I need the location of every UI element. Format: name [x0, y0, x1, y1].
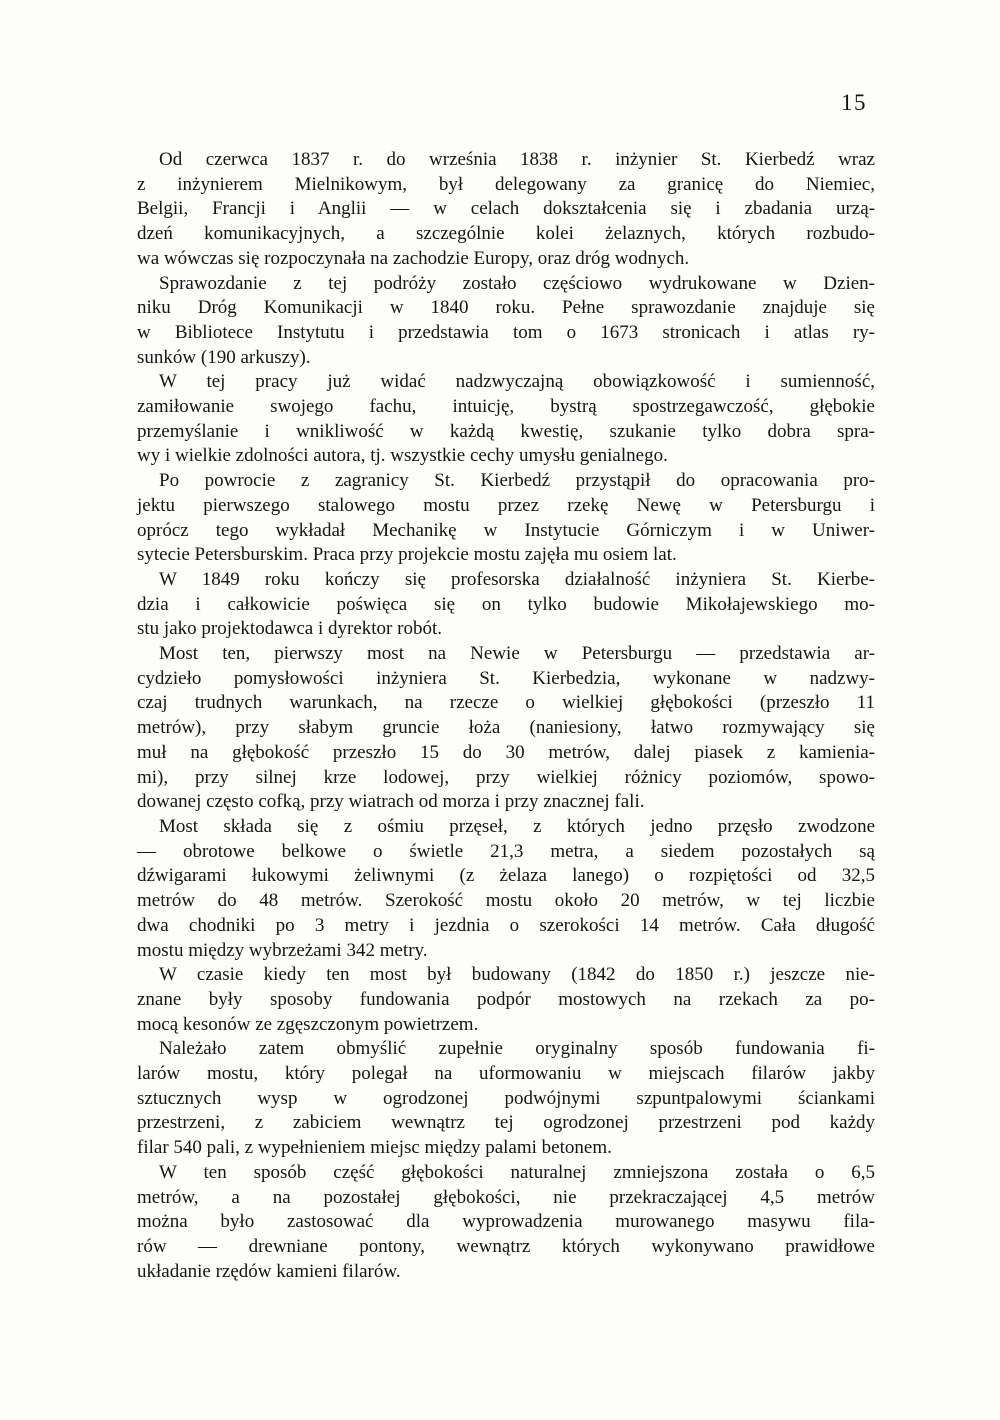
paragraph	[137, 568, 875, 642]
text-line: rów — drewniane pontony, wewnątrz których wykonywano prawidłowe	[137, 1235, 875, 1257]
text-line: w Bibliotece Instytutu i przedstawia tom o 1673 stronicach i atlas ry-	[137, 321, 875, 343]
paragraph	[137, 469, 875, 568]
text-line: sztucznych wysp w ogrodzonej podwójnymi szpuntpalowymi ściankami	[137, 1087, 875, 1109]
text-line: wa wówczas się rozpoczynała na zachodzie Europy, oraz dróg wodnych.	[137, 247, 690, 269]
body-text	[137, 148, 875, 1284]
text-line: dowanej często cofką, przy wiatrach od morza i przy znacznej fali.	[137, 791, 645, 813]
text-line: mocą kesonów ze zgęszczonym powietrzem.	[137, 1013, 479, 1035]
text-line: larów mostu, który polegał na uformowaniu w miejscach filarów jakby	[137, 1063, 875, 1085]
page-number: 15	[841, 90, 867, 115]
text-line: metrów, a na pozostałej głębokości, nie przekraczającej 4,5 metrów	[137, 1186, 875, 1208]
paragraph	[137, 963, 875, 1037]
text-line: sunków (190 arkuszy).	[137, 346, 311, 368]
text-line: — obrotowe belkowe o świetle 21,3 metra, a siedem pozostałych są	[137, 840, 875, 862]
text-line: układanie rzędów kamieni filarów.	[137, 1260, 401, 1282]
text-line: wy i wielkie zdolności autora, tj. wszystkie cechy umysłu genialnego.	[137, 445, 668, 467]
text-line: zamiłowanie swojego fachu, intuicję, bystrą spostrzegawczość, głębokie	[137, 396, 875, 418]
paragraph	[137, 815, 875, 963]
text-line: z inżynierem Mielnikowym, był delegowany za granicę do Niemiec,	[137, 173, 875, 195]
text-line: przemyślanie i wnikliwość w każdą kwestię, szukanie tylko dobra spra-	[137, 420, 875, 442]
text-line: przestrzeni, z zabiciem wewnątrz tej ogrodzonej przestrzeni pod każdy	[137, 1112, 875, 1134]
paragraph	[137, 148, 875, 272]
text-line: metrów), przy słabym gruncie łoża (naniesiony, łatwo rozmywający się	[137, 717, 875, 739]
text-line: stu jako projektodawca i dyrektor robót.	[137, 618, 442, 640]
text-line: mi), przy silnej krze lodowej, przy wielkiej różnicy poziomów, spowo-	[137, 766, 875, 788]
text-line: Po powrocie z zagranicy St. Kierbedź przystąpił do opracowania pro-	[159, 470, 875, 492]
text-line: znane były sposoby fundowania podpór mostowych na rzekach za po-	[137, 988, 875, 1010]
text-line: Sprawozdanie z tej podróży zostało częściowo wydrukowane w Dzien-	[159, 272, 875, 294]
text-line: Należało zatem obmyślić zupełnie oryginalny sposób fundowania fi-	[159, 1038, 875, 1060]
text-line: mostu między wybrzeżami 342 metry.	[137, 939, 428, 961]
paragraph	[137, 642, 875, 815]
text-line: metrów do 48 metrów. Szerokość mostu około 20 metrów, w tej liczbie	[137, 890, 875, 912]
text-line: jektu pierwszego stalowego mostu przez rzekę Newę w Petersburgu i	[137, 494, 875, 516]
text-line: Od czerwca 1837 r. do września 1838 r. inżynier St. Kierbedź wraz	[159, 149, 875, 170]
text-line: filar 540 pali, z wypełnieniem miejsc między palami betonem.	[137, 1137, 612, 1159]
text-line: W czasie kiedy ten most był budowany (1842 do 1850 r.) jeszcze nie-	[159, 964, 875, 986]
text-line: dźwigarami łukowymi żeliwnymi (z żelaza lanego) o rozpiętości od 32,5	[137, 865, 875, 887]
text-line: Most ten, pierwszy most na Newie w Petersburgu — przedstawia ar-	[159, 643, 875, 665]
text-line: W ten sposób część głębokości naturalnej zmniejszona została o 6,5	[159, 1161, 875, 1183]
text-line: można było zastosować dla wyprowadzenia murowanego masywu fila-	[137, 1211, 875, 1233]
text-line: W tej pracy już widać nadzwyczajną obowiązkowość i sumienność,	[159, 371, 875, 393]
text-line: Belgii, Francji i Anglii — w celach dokształcenia się i zbadania urzą-	[137, 198, 875, 220]
text-line: dzeń komunikacyjnych, a szczególnie kolei żelaznych, których rozbudo-	[137, 223, 875, 245]
paragraph	[137, 1161, 875, 1285]
text-line: niku Dróg Komunikacji w 1840 roku. Pełne sprawozdanie znajduje się	[137, 297, 875, 319]
paragraph	[137, 370, 875, 469]
text-line: dwa chodniki po 3 metry i jezdnia o szerokości 14 metrów. Cała długość	[137, 914, 875, 936]
text-line: muł na głębokość przeszło 15 do 30 metrów, dalej piasek z kamienia-	[137, 741, 875, 763]
text-line: sytecie Petersburskim. Praca przy projekcie mostu zajęła mu osiem lat.	[137, 544, 677, 566]
paragraph	[137, 1037, 875, 1161]
paragraph	[137, 272, 875, 371]
text-line: czaj trudnych warunkach, na rzecze o wielkiej głębokości (przeszło 11	[137, 692, 875, 714]
text-line: Most składa się z ośmiu przęseł, z których jedno przęsło zwodzone	[159, 815, 875, 837]
text-line: W 1849 roku kończy się profesorska działalność inżyniera St. Kierbe-	[159, 568, 875, 590]
text-line: cydzieło pomysłowości inżyniera St. Kierbedzia, wykonane w nadzwy-	[137, 667, 875, 689]
text-line: dzia i całkowicie poświęca się on tylko budowie Mikołajewskiego mo-	[137, 593, 875, 615]
text-line: oprócz tego wykładał Mechanikę w Instytucie Górniczym i w Uniwer-	[137, 519, 875, 541]
